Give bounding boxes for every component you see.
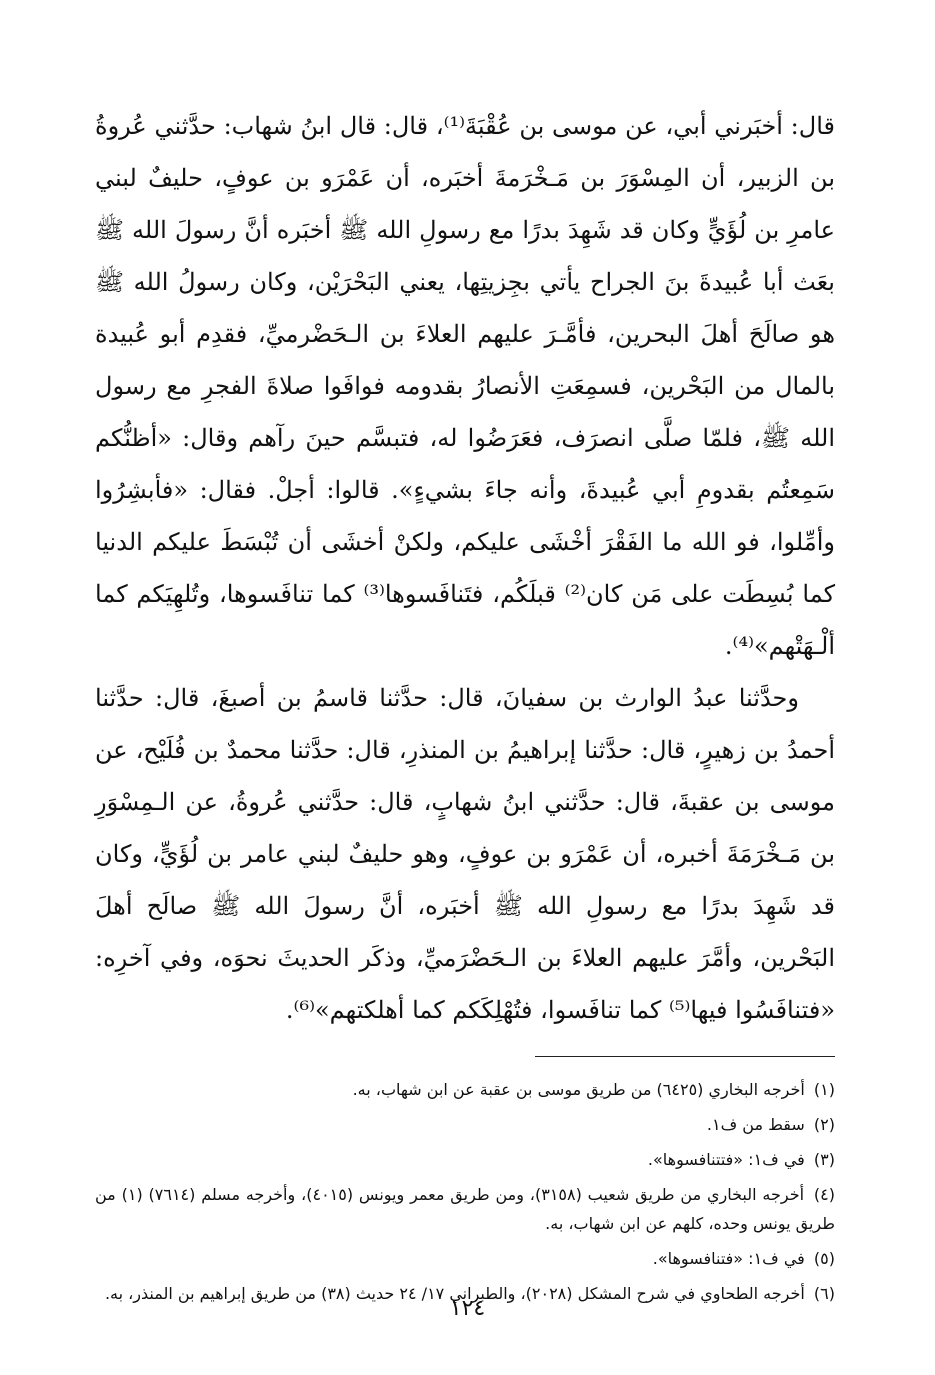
footnote-text: في ف١: «فتنافسوها». [652, 1249, 805, 1268]
footnote-text: سقط من ف١. [706, 1115, 805, 1134]
footnote-number: (٣) [813, 1150, 835, 1169]
footnote-text: أخرجه البخاري (٦٤٢٥) من طريق موسى بن عقبة عن ابن شهاب، به. [352, 1080, 805, 1099]
footnote-text: أخرجه البخاري من طريق شعيب (٣١٥٨)، ومن طريق معمر ويونس (٤٠١٥)، وأخرجه مسلم (٧٦١٤) (١) من طريق يونس وحده، كلهم عن ابن شهاب، به. [95, 1185, 835, 1233]
footnote-5 [95, 1244, 835, 1273]
paragraph-1: قال: أخبَرني أبي، عن موسى بن عُقْبَةَ⁽¹⁾، قال: قال ابنُ شهاب: حدَّثني عُروةُ بن الزبير، أن المِسْوَرَ بن مَـخْرَمةَ أخبَره، أن عَمْرَو بن عوفٍ، حليفٌ لبني عامرِ بن لُؤَيٍّ وكان قد شَهِدَ بدرًا مع رسولِ الله ﷺ أخبَره أنَّ رسولَ الله ﷺ بعَث أبا عُبيدةَ بنَ الجراح يأتي بجِزيتِها، يعني البَحْرَيْن، وكان رسولُ الله ﷺ هو صالَحَ أهلَ البحرين، فأمَّـرَ عليهم العلاءَ بن الـحَضْرميِّ، فقدِم أبو عُبيدة بالمال من البَحْرين، فسمِعَتِ الأنصارُ بقدومه فوافَوا صلاةَ الفجرِ مع رسول الله ﷺ، فلمّا صلَّى انصرَف، فعَرَضُوا له، فتبسَّم حينَ رآهم وقال: «أظنُّكم سَمِعتُم بقدومِ أبي عُبيدةَ، وأنه جاءَ بشيءٍ». قالوا: أجلْ. فقال: «فأبشِرُوا وأمِّلوا، فو الله ما الفَقْرَ أخْشَى عليكم، ولكنْ أخشَى أن تُبْسَطَ عليكم الدنيا كما بُسِطَت على مَن كان⁽²⁾ قبلَكُم، فتَنافَسوها⁽³⁾ كما تنافَسوها، وتُلهِيَكم كما ألْـهَتْهم»⁽⁴⁾. [95, 112, 835, 660]
footnote-number: (١) [813, 1080, 835, 1099]
footnote-number: (٢) [813, 1115, 835, 1134]
paragraph-2: وحدَّثنا عبدُ الوارث بن سفيانَ، قال: حدَّثنا قاسمُ بن أصبغَ، قال: حدَّثنا أحمدُ بن زهيرٍ، قال: حدَّثنا إبراهيمُ بن المنذرِ، قال: حدَّثنا محمدٌ بن فُلَيْح، عن موسى بن عقبةَ، قال: حدَّثني ابنُ شهابٍ، قال: حدَّثني عُروةُ، عن الـمِسْوَرِ بن مَـخْرَمَةَ أخبره، أن عَمْرَو بن عوفٍ، وهو حليفٌ لبني عامر بن لُؤَيٍّ، وكان قد شَهِدَ بدرًا مع رسولِ الله ﷺ أخبَره، أنَّ رسولَ الله ﷺ صالَح أهلَ البَحْرين، وأمَّرَ عليهم العلاءَ بن الـحَضْرَميِّ، وذكَر الحديثَ نحوَه، وفي آخرِه: «فتنافَسُوا فيها⁽⁵⁾ كما تنافَسوا، فتُهْلِكَكم كما أهلكتهم»⁽⁶⁾. [95, 684, 836, 1024]
page-number: ١٢٤ [449, 1296, 486, 1321]
footnote-number: (٦) [813, 1284, 835, 1303]
main-text [95, 100, 835, 1036]
book-page [95, 100, 835, 1314]
footnotes [95, 1075, 835, 1308]
footnote-4 [95, 1180, 835, 1238]
footnote-number: (٥) [813, 1249, 835, 1268]
footnote-2 [95, 1110, 835, 1139]
footnote-number: (٤) [813, 1185, 835, 1204]
footnote-separator [535, 1056, 835, 1057]
footnote-3 [95, 1145, 835, 1174]
footnote-text: أخرجه الطحاوي في شرح المشكل (٢٠٢٨)، والطبراني ١٧/ ٢٤ حديث (٣٨) من طريق إبراهيم بن المنذر، به. [104, 1284, 805, 1303]
footnote-text: في ف١: «فتتنافسوها». [647, 1150, 805, 1169]
footnote-1 [95, 1075, 835, 1104]
